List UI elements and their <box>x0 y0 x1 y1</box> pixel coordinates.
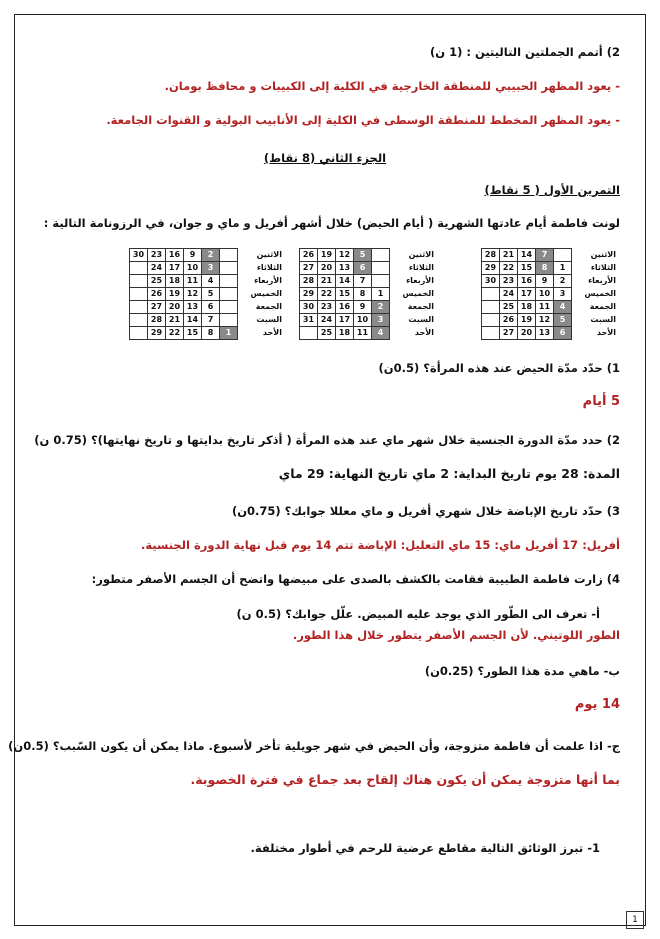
calendar-cell: 17 <box>336 314 354 327</box>
calendar-row <box>482 275 621 288</box>
calendar-june <box>129 248 286 340</box>
calendar-cell: 24 <box>500 288 518 301</box>
day-label: الخميس <box>584 289 616 298</box>
exercise-title: التمرين الأول ( 5 نقاط) <box>484 183 620 197</box>
calendar-cell: 15 <box>336 288 354 301</box>
calendar-cell <box>482 327 500 340</box>
calendar-cell: 15 <box>184 327 202 340</box>
calendar-cell: 23 <box>148 249 166 262</box>
day-label: الثلاثاء <box>590 263 616 272</box>
question-4: 4) زارت فاطمة الطبيبة فقامت بالكشف بالصدى على مبيضها واتضح أن الجسم الأصفر متطور: <box>91 572 620 586</box>
calendar-row <box>130 288 287 301</box>
calendar-cell: 21 <box>166 314 184 327</box>
calendar-row <box>482 288 621 301</box>
calendar-cell: 27 <box>300 262 318 275</box>
answer-4b: 14 يوم <box>574 697 620 712</box>
calendar-cell <box>130 314 148 327</box>
calendar-cell <box>300 327 318 340</box>
calendar-cell: 30 <box>300 301 318 314</box>
calendar-cell <box>130 301 148 314</box>
calendar-cell <box>482 288 500 301</box>
calendar-cell: 18 <box>518 301 536 314</box>
calendar-cell: 22 <box>500 262 518 275</box>
day-label: الاثنين <box>408 250 434 259</box>
day-label: الأحد <box>262 328 282 337</box>
day-label: السبت <box>590 315 616 324</box>
calendar-cell: 19 <box>518 314 536 327</box>
calendar-cell: 1 <box>372 288 390 301</box>
calendar-cell: 2 <box>202 249 220 262</box>
calendar-april <box>481 248 620 340</box>
question-5: 1- تبرز الوثائق التالية مقاطع عرضية للرحم في أطوار مختلفة. <box>250 841 600 855</box>
calendar-cell: 21 <box>318 275 336 288</box>
calendar-cell: 7 <box>202 314 220 327</box>
calendar-cell <box>372 262 390 275</box>
calendar-cell: 16 <box>518 275 536 288</box>
calendar-cell: 20 <box>518 327 536 340</box>
calendar-row <box>482 249 621 262</box>
q2-answer-2: - يعود المظهر المخطط للمنطقة الوسطى في الكلية إلى الأنابيب البولية و القنوات الجامعة. <box>106 113 620 127</box>
calendar-cell <box>482 301 500 314</box>
calendar-cell <box>482 314 500 327</box>
calendar-cell: 27 <box>500 327 518 340</box>
calendar-cell: 14 <box>336 275 354 288</box>
calendar-cell: 19 <box>318 249 336 262</box>
calendar-cell: 26 <box>148 288 166 301</box>
question-4c: ج- اذا علمت أن فاطمة متزوجة، وأن الحيض في شهر جويلية تأخر لأسبوع. ماذا يمكن أن يكون السّبب؟ (0.5ن) <box>8 739 620 753</box>
calendar-cell: 24 <box>318 314 336 327</box>
calendar-cell: 21 <box>500 249 518 262</box>
calendar-cell: 30 <box>130 249 148 262</box>
calendar-cell: 12 <box>336 249 354 262</box>
answer-4c: بما أنها متزوجة يمكن أن يكون هناك إلقاح بعد جماع في فترة الخصوبة. <box>190 772 620 787</box>
calendar-cell: 27 <box>148 301 166 314</box>
part-title: الجزء الثاني (8 نقاط) <box>263 151 387 165</box>
day-label: الخميس <box>402 289 434 298</box>
calendar-cell: 11 <box>354 327 372 340</box>
answer-4a: الطور اللوتيني. لأن الجسم الأصفر يتطور خلال هذا الطور. <box>292 628 620 642</box>
calendar-cell: 17 <box>518 288 536 301</box>
calendar-cell: 22 <box>318 288 336 301</box>
calendar-row <box>482 262 621 275</box>
calendar-cell: 2 <box>372 301 390 314</box>
calendar-cell: 26 <box>300 249 318 262</box>
calendar-row <box>130 327 287 340</box>
calendar-cell: 8 <box>354 288 372 301</box>
answer-2: المدة: 28 يوم تاريخ البداية: 2 ماي تاريخ النهاية: 29 ماي <box>278 466 620 481</box>
calendar-cell: 4 <box>202 275 220 288</box>
day-label: الجمعة <box>589 302 616 311</box>
intro-text: لونت فاطمة أيام عادتها الشهرية ( أيام الحيض) خلال أشهر أفريل و ماي و جوان، في الرزونامة التالية : <box>43 216 620 230</box>
calendar-row <box>130 314 287 327</box>
calendar-row <box>300 301 439 314</box>
calendar-cell: 10 <box>354 314 372 327</box>
calendar-cell: 9 <box>536 275 554 288</box>
calendar-cell: 30 <box>482 275 500 288</box>
calendar-cell: 25 <box>148 275 166 288</box>
calendar-cell: 12 <box>184 288 202 301</box>
calendar-cell: 13 <box>184 301 202 314</box>
calendar-row <box>482 314 621 327</box>
calendar-cell: 6 <box>354 262 372 275</box>
calendar-cell: 16 <box>336 301 354 314</box>
q2-header: 2) أتمم الجملتين التاليتين : (1 ن) <box>430 45 620 59</box>
calendar-cell: 19 <box>166 288 184 301</box>
calendar-cell <box>130 262 148 275</box>
calendar-cell <box>372 249 390 262</box>
calendar-cell: 10 <box>184 262 202 275</box>
q2-answer-1: - يعود المظهر الحبيبي للمنطقة الخارجية في الكلية إلى الكبيبات و محافظ بومان. <box>164 79 620 93</box>
day-label: الأحد <box>414 328 434 337</box>
calendar-cell: 23 <box>500 275 518 288</box>
calendar-row <box>482 301 621 314</box>
question-3: 3) حدّد تاريخ الإباضة خلال شهري أفريل و ماي معللا جوابك؟ (0.75ن) <box>231 504 620 518</box>
day-label: الاثنين <box>590 250 616 259</box>
calendar-cell: 5 <box>354 249 372 262</box>
calendar-cell <box>220 301 238 314</box>
calendar-cell: 13 <box>536 327 554 340</box>
calendar-row <box>130 249 287 262</box>
calendar-cell: 8 <box>536 262 554 275</box>
calendar-row <box>300 327 439 340</box>
calendar-cell: 5 <box>554 314 572 327</box>
calendar-cell: 9 <box>184 249 202 262</box>
calendar-cell: 16 <box>166 249 184 262</box>
calendar-row <box>300 249 439 262</box>
calendar-cell: 3 <box>554 288 572 301</box>
calendar-cell: 3 <box>372 314 390 327</box>
calendar-cell <box>220 275 238 288</box>
calendar-cell <box>130 288 148 301</box>
calendar-cell <box>130 327 148 340</box>
calendar-cell: 17 <box>166 262 184 275</box>
question-4b: ب- ماهي مدة هذا الطور؟ (0.25ن) <box>424 664 620 678</box>
calendar-row <box>300 314 439 327</box>
answer-1: 5 أيام <box>582 394 620 409</box>
calendar-cell: 26 <box>500 314 518 327</box>
calendar-cell: 4 <box>372 327 390 340</box>
calendar-cell <box>554 249 572 262</box>
calendar-cell: 11 <box>536 301 554 314</box>
calendar-cell: 28 <box>300 275 318 288</box>
calendar-cell: 31 <box>300 314 318 327</box>
calendar-cell: 10 <box>536 288 554 301</box>
calendar-cell: 5 <box>202 288 220 301</box>
calendar-row <box>482 327 621 340</box>
calendar-cell: 4 <box>554 301 572 314</box>
day-label: الثلاثاء <box>408 263 434 272</box>
calendar-cell: 1 <box>220 327 238 340</box>
calendar-row <box>130 301 287 314</box>
calendar-cell: 7 <box>536 249 554 262</box>
calendar-cell: 25 <box>318 327 336 340</box>
calendar-cell: 14 <box>184 314 202 327</box>
calendar-cell: 3 <box>202 262 220 275</box>
calendar-cell: 28 <box>148 314 166 327</box>
calendar-cell <box>220 262 238 275</box>
calendar-cell: 29 <box>482 262 500 275</box>
day-label: الثلاثاء <box>256 263 282 272</box>
calendar-cell: 29 <box>148 327 166 340</box>
calendar-cell: 2 <box>554 275 572 288</box>
calendar-cell: 7 <box>354 275 372 288</box>
day-label: الجمعة <box>255 302 282 311</box>
answer-3: أفريل: 17 أفريل ماي: 15 ماي التعليل: الإباضة تتم 14 يوم قبل نهاية الدورة الجنسية. <box>140 538 620 552</box>
calendar-cell: 6 <box>202 301 220 314</box>
calendar-cell: 20 <box>166 301 184 314</box>
calendar-row <box>130 275 287 288</box>
calendar-cell: 6 <box>554 327 572 340</box>
calendar-row <box>130 262 287 275</box>
day-label: الأربعاء <box>588 276 616 285</box>
calendar-row <box>300 275 439 288</box>
calendar-cell: 14 <box>518 249 536 262</box>
calendar-may <box>299 248 438 340</box>
calendar-row <box>300 262 439 275</box>
calendar-cell: 24 <box>148 262 166 275</box>
question-1: 1) حدّد مدّة الحيض عند هذه المرأة؟ (0.5ن) <box>378 361 620 375</box>
day-label: الاثنين <box>256 250 282 259</box>
calendar-cell: 8 <box>202 327 220 340</box>
day-label: الأربعاء <box>254 276 282 285</box>
calendar-cell <box>220 288 238 301</box>
calendar-cell: 20 <box>318 262 336 275</box>
calendar-row <box>300 288 439 301</box>
calendar-cell: 12 <box>536 314 554 327</box>
calendar-cell: 9 <box>354 301 372 314</box>
calendar-cell: 25 <box>500 301 518 314</box>
day-label: السبت <box>408 315 434 324</box>
question-4a: أ- تعرف الى الطّور الذي يوجد عليه المبيض. علّل جوابك؟ (0.5 ن) <box>236 607 600 621</box>
calendar-cell: 15 <box>518 262 536 275</box>
day-label: الجمعة <box>407 302 434 311</box>
day-label: الخميس <box>250 289 282 298</box>
calendar-cell: 23 <box>318 301 336 314</box>
calendar-cell: 22 <box>166 327 184 340</box>
calendar-cell: 11 <box>184 275 202 288</box>
calendar-cell: 29 <box>300 288 318 301</box>
calendar-cell: 1 <box>554 262 572 275</box>
day-label: السبت <box>256 315 282 324</box>
calendar-cell <box>372 275 390 288</box>
calendar-cell: 28 <box>482 249 500 262</box>
page-number: 1 <box>626 911 644 929</box>
calendar-cell <box>130 275 148 288</box>
calendar-cell <box>220 249 238 262</box>
question-2: 2) حدد مدّة الدورة الجنسية خلال شهر ماي عند هذه المرأة ( أذكر تاريخ بدايتها و تاريخ نهايتها)؟ (0.75 ن) <box>34 433 620 447</box>
calendar-cell: 13 <box>336 262 354 275</box>
calendar-cell: 18 <box>336 327 354 340</box>
calendar-cell: 18 <box>166 275 184 288</box>
day-label: الأحد <box>596 328 616 337</box>
calendar-cell <box>220 314 238 327</box>
day-label: الأربعاء <box>406 276 434 285</box>
